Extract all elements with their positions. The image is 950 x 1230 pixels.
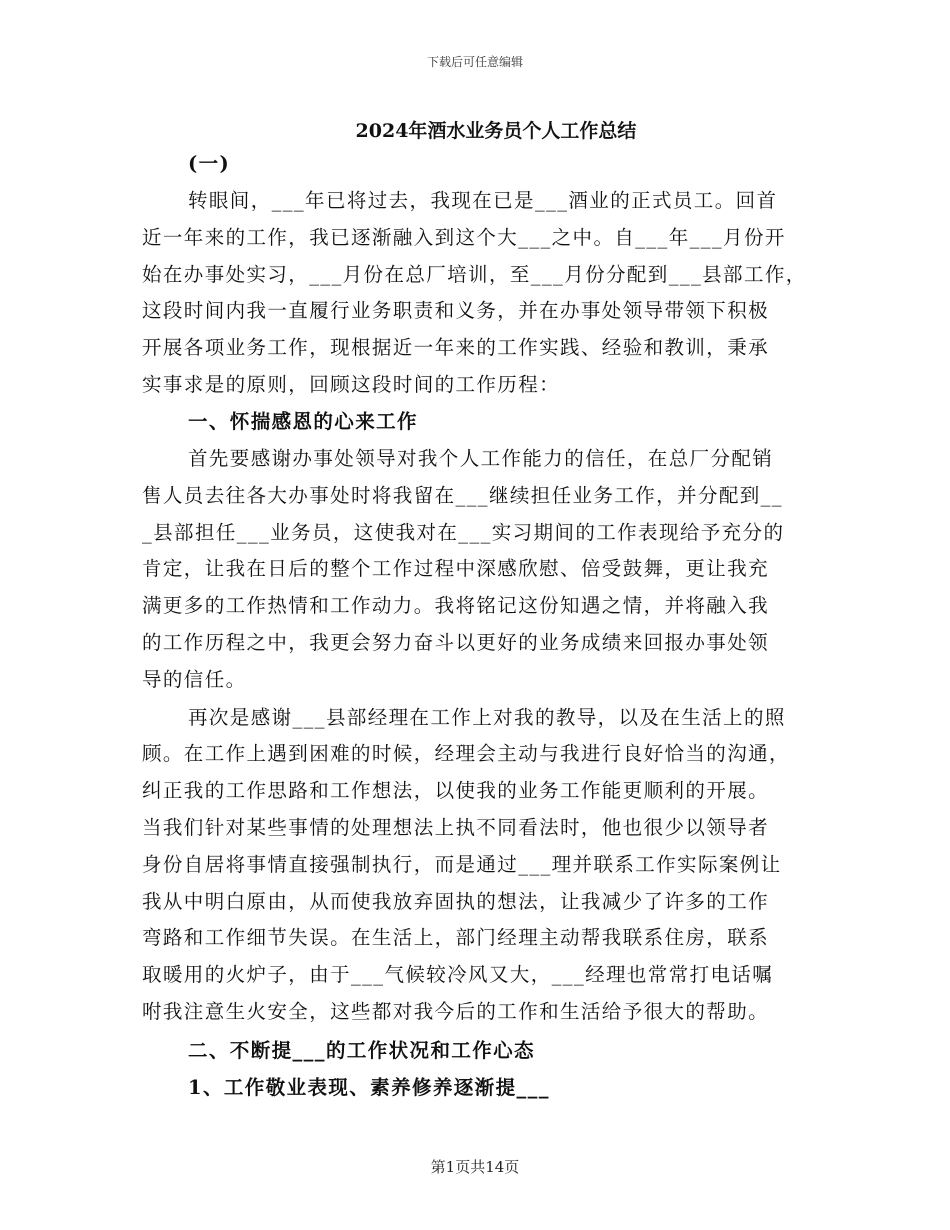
paragraph-line: 顾。在工作上遇到困难的时候，经理会主动与我进行良好恰当的沟通， [142,742,790,765]
paragraph-line: 转眼间，___年已将过去，我现在已是___酒业的正式员工。回首 [188,189,778,212]
paragraph-line: 身份自居将事情直接强制执行，而是通过___理并联系工作实际案例让 [142,853,782,876]
paragraph-line: _县部担任___业务员，这使我对在___实习期间的工作表现给予充分的 [142,521,785,544]
section-marker: (一) [188,152,231,175]
paragraph-line: 弯路和工作细节失误。在生活上，部门经理主动帮我联系住房，联系 [142,926,770,949]
paragraph-line: 始在办事处实习，___月份在总厂培训，至___月份分配到___县部工作， [142,263,807,286]
paragraph-line: 的工作历程之中，我更会努力奋斗以更好的业务成绩来回报办事处领 [142,631,770,654]
page-footer: 第1页共14页 [430,1158,520,1176]
section-heading: 二、不断提___的工作状况和工作心态 [188,1039,535,1062]
paragraph-line: 再次是感谢___县部经理在工作上对我的教导，以及在生活上的照 [188,706,786,729]
document-title: 2024年酒水业务员个人工作总结 [355,120,637,142]
paragraph-line: 我从中明白原由，从而使我放弃固执的想法，让我减少了许多的工作 [142,890,770,913]
paragraph-line: 取暖用的火炉子，由于___气候较冷风又大，___经理也常常打电话嘱 [142,963,774,986]
paragraph-line: 实事求是的原则，回顾这段时间的工作历程： [142,373,561,396]
paragraph-line: 咐我注意生火安全，这些都对我今后的工作和生活给予很大的帮助。 [142,1000,770,1023]
paragraph-line: 肯定，让我在日后的整个工作过程中深感欣慰、倍受鼓舞，更让我充 [142,557,770,580]
header-note: 下载后可任意编辑 [426,55,523,69]
paragraph-line: 满更多的工作热情和工作动力。我将铭记这份知遇之情，并将融入我 [142,594,770,617]
section-heading: 一、怀揣感恩的心来工作 [188,410,418,433]
subsection-heading: 1、工作敬业表现、素养修养逐渐提___ [188,1076,550,1099]
paragraph-line: 近一年来的工作，我已逐渐融入到这个大___之中。自___年___月份开 [142,226,786,249]
paragraph-line: 导的信任。 [142,668,247,691]
paragraph-line: 纠正我的工作思路和工作想法，以使我的业务工作能更顺利的开展。 [142,779,770,802]
paragraph-line: 开展各项业务工作，现根据近一年来的工作实践、经验和教训，秉承 [142,336,770,359]
paragraph-line: 售人员去往各大办事处时将我留在___继续担任业务工作，并分配到__ [142,484,783,507]
paragraph-line: 这段时间内我一直履行业务职责和义务，并在办事处领导带领下积极 [142,299,770,322]
paragraph-line: 首先要感谢办事处领导对我个人工作能力的信任，在总厂分配销 [188,447,774,470]
paragraph-line: 当我们针对某些事情的处理想法上执不同看法时，他也很少以领导者 [142,816,770,839]
